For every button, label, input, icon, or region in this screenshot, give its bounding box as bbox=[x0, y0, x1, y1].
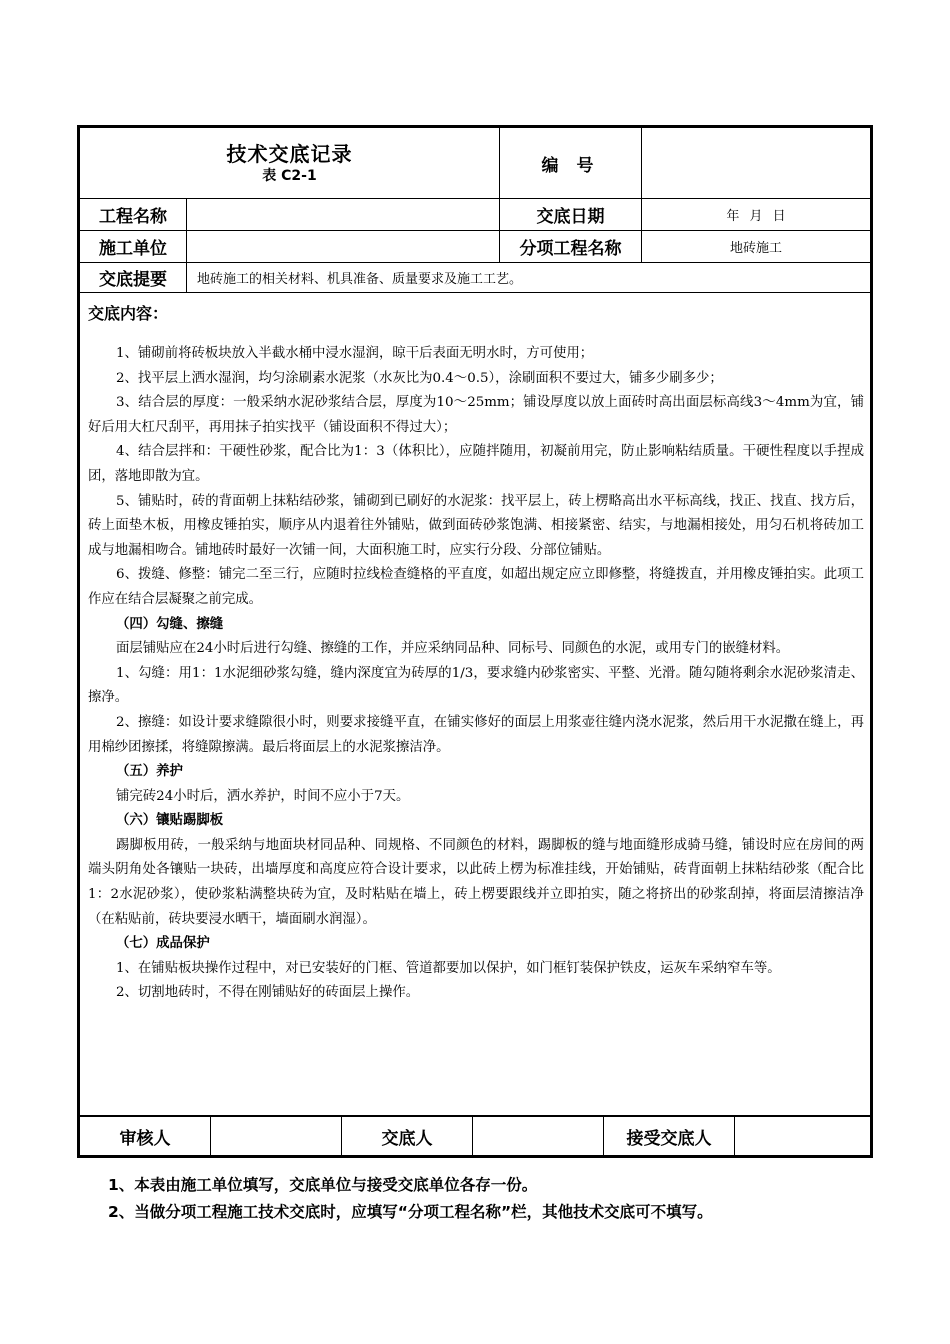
subitem-label: 分项工程名称 bbox=[500, 231, 642, 263]
number-label: 编 号 bbox=[500, 128, 642, 199]
section-heading: （六）镶贴踢脚板 bbox=[116, 813, 224, 829]
content-paragraph: 踢脚板用砖，一般采纳与地面块材同品种、同规格、不同颜色的材料，踢脚板的缝与地面缝形成骑马缝，铺设时应在房间的两端头阴角处各镶贴一块砖，出墙厚度和高度应符合设计要求，以此砖上楞为标准挂线，开始铺贴，砖背面朝上抹粘结砂浆（配合比1：2水泥砂浆），使砂浆粘满整块砖为宜，及时粘贴在墙上，砖上楞要跟线并立即拍实，随之将挤出的砂浆刮掉，将面层清擦洁净（在粘贴前，砖块要浸水晒干，墙面刷水润湿）。 bbox=[88, 837, 864, 927]
receiver-field[interactable] bbox=[735, 1117, 871, 1156]
technical-disclosure-form bbox=[77, 125, 873, 1158]
content-paragraph: 3、结合层的厚度：一般采纳水泥砂浆结合层，厚度为10～25mm；铺设厚度以放上面砖时高出面层标高线3～4mm为宜，铺好后用大杠尺刮平，再用抹子拍实找平（铺设面积不得过大）； bbox=[88, 395, 864, 435]
footnote-2: 2、当做分项工程施工技术交底时，应填写“分项工程名称”栏，其他技术交底可不填写。 bbox=[108, 1203, 713, 1221]
date-label: 交底日期 bbox=[500, 199, 642, 231]
content-paragraph: 2、找平层上洒水湿润，均匀涂刷素水泥浆（水灰比为0.4～0.5），涂刷面积不要过大，铺多少刷多少； bbox=[116, 370, 723, 386]
content-paragraph: 2、擦缝：如设计要求缝隙很小时，则要求接缝平直，在铺实修好的面层上用浆壶往缝内浇水泥浆，然后用干水泥撒在缝上，再用棉纱团擦揉，将缝隙擦满。最后将面层上的水泥浆擦洁净。 bbox=[88, 714, 864, 755]
content-paragraph: 1、勾缝：用1：1水泥细砂浆勾缝，缝内深度宜为砖厚的1/3，要求缝内砂浆密实、平整、光滑。随勾随将剩余水泥砂浆清走、擦净。 bbox=[88, 665, 864, 706]
content-heading: 交底内容： bbox=[88, 304, 169, 323]
contractor-field[interactable] bbox=[187, 231, 500, 263]
number-field[interactable] bbox=[642, 128, 871, 199]
summary-field[interactable]: 地砖施工的相关材料、机具准备、质量要求及施工工艺。 bbox=[187, 263, 871, 293]
content-paragraph: 铺完砖24小时后，洒水养护，时间不应小于7天。 bbox=[116, 788, 410, 804]
discloser-label: 交底人 bbox=[342, 1117, 473, 1156]
project-name-field[interactable] bbox=[187, 199, 500, 231]
section-heading: （四）勾缝、擦缝 bbox=[116, 616, 224, 632]
content-paragraph: 面层铺贴应在24小时后进行勾缝、擦缝的工作，并应采纳同品种、同标号、同颜色的水泥，或用专门的嵌缝材料。 bbox=[116, 641, 790, 657]
project-name-label: 工程名称 bbox=[80, 199, 187, 231]
form-title: 技术交底记录 bbox=[226, 142, 353, 166]
receiver-label: 接受交底人 bbox=[604, 1117, 735, 1156]
content-cell bbox=[80, 293, 871, 1116]
discloser-field[interactable] bbox=[473, 1117, 604, 1156]
content-paragraph: 6、拨缝、修整：铺完二至三行，应随时拉线检查缝格的平直度，如超出规定应立即修整，将缝拨直，并用橡皮锤拍实。此项工作应在结合层凝聚之前完成。 bbox=[88, 567, 864, 607]
form-header-table bbox=[79, 127, 871, 1116]
footnotes bbox=[108, 1172, 713, 1226]
date-field[interactable]: 年 月 日 bbox=[642, 199, 871, 231]
reviewer-label: 审核人 bbox=[80, 1117, 211, 1156]
content-paragraph: 5、铺贴时，砖的背面朝上抹粘结砂浆，铺砌到已刷好的水泥浆：找平层上，砖上楞略高出水平标高线，找正、找直、找方后，砖上面垫木板，用橡皮锤拍实，顺序从内退着往外铺贴，做到面砖砂浆饱满、相接紧密、结实，与地漏相接处，用匀石机将砖加工成与地漏相吻合。铺地砖时最好一次铺一间，大面积施工时，应实行分段、分部位铺贴。 bbox=[88, 493, 864, 558]
content-paragraph: 1、在铺贴板块操作过程中，对已安装好的门框、管道都要加以保护，如门框钉装保护铁皮，运灰车采纳窄车等。 bbox=[116, 960, 781, 976]
subitem-field[interactable]: 地砖施工 bbox=[642, 231, 871, 263]
section-heading: （七）成品保护 bbox=[116, 936, 210, 952]
title-cell bbox=[80, 128, 500, 199]
summary-label: 交底提要 bbox=[80, 263, 187, 293]
section-heading: （五）养护 bbox=[116, 764, 183, 780]
content-paragraph: 1、铺砌前将砖板块放入半截水桶中浸水湿润，晾干后表面无明水时，方可使用； bbox=[116, 346, 594, 361]
content-paragraph: 4、结合层拌和：干硬性砂浆，配合比为1：3（体积比），应随拌随用，初凝前用完，防止影响粘结质量。干硬性程度以手捏成团，落地即散为宜。 bbox=[88, 444, 864, 484]
content-paragraph: 2、切割地砖时，不得在刚铺贴好的砖面层上操作。 bbox=[116, 985, 420, 1001]
signature-table bbox=[79, 1116, 871, 1156]
footnote-1: 1、本表由施工单位填写，交底单位与接受交底单位各存一份。 bbox=[108, 1176, 538, 1194]
content-body bbox=[80, 324, 870, 1006]
reviewer-field[interactable] bbox=[211, 1117, 342, 1156]
form-code: 表 C2-1 bbox=[262, 168, 317, 184]
contractor-label: 施工单位 bbox=[80, 231, 187, 263]
